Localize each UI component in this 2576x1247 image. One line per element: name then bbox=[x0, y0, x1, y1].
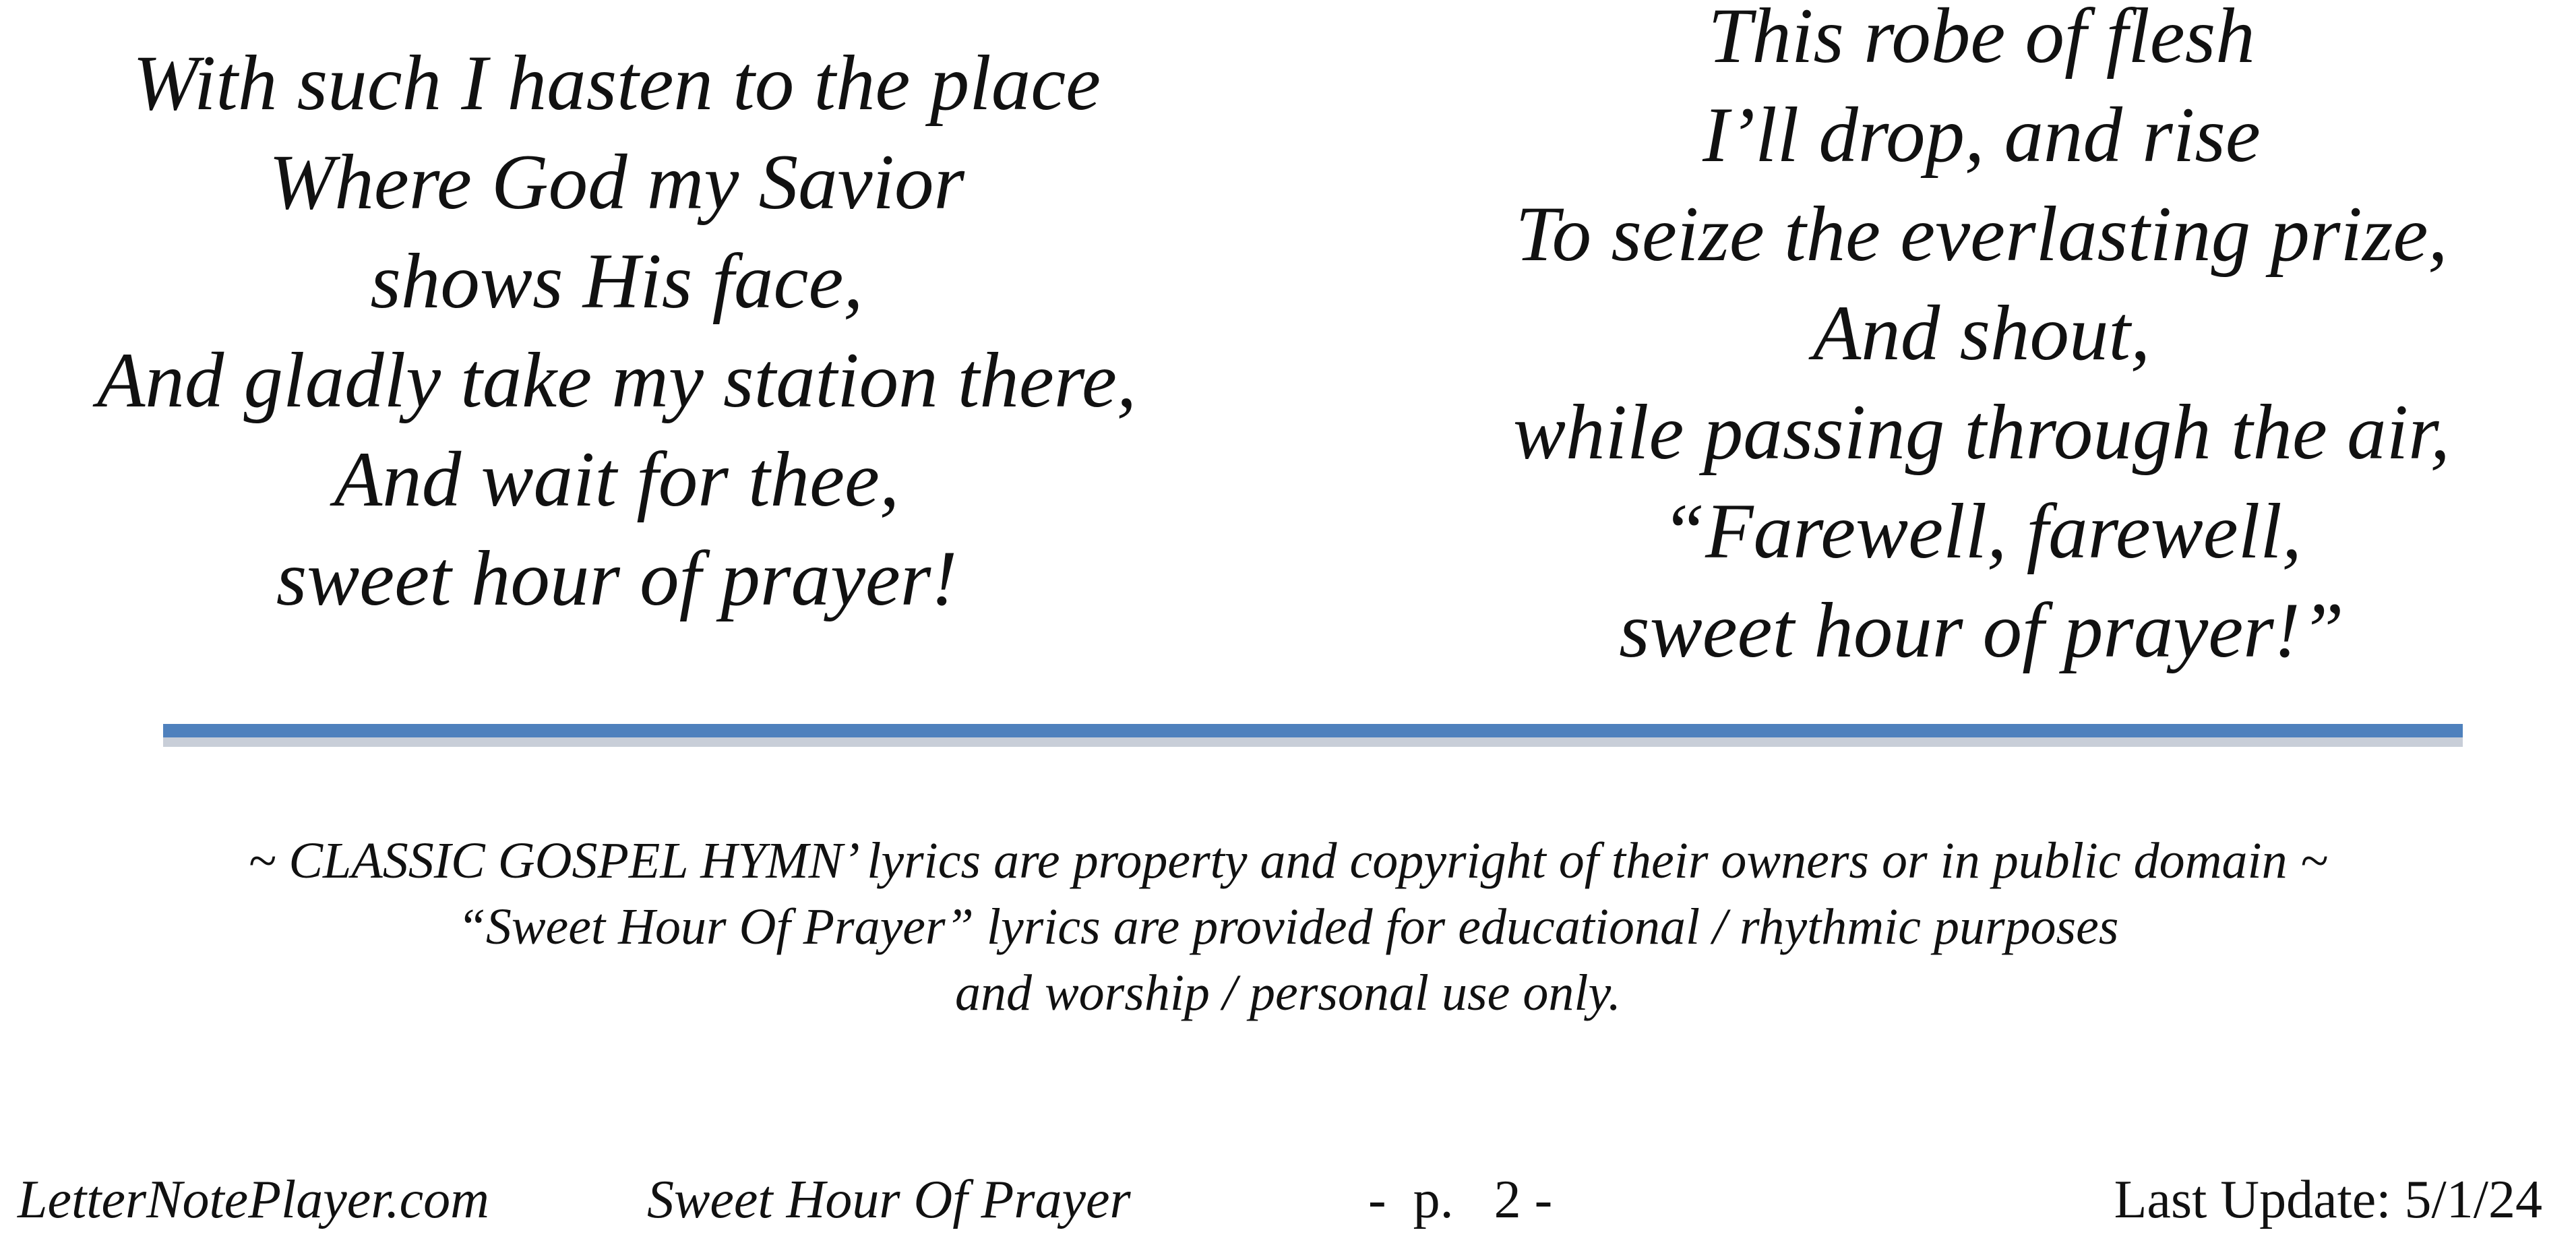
copyright-notice bbox=[0, 828, 2576, 1026]
notice-line: ~ CLASSIC GOSPEL HYMN’ lyrics are property and copyright of their owners or in public domain ~ bbox=[248, 832, 2328, 889]
section-divider bbox=[163, 724, 2463, 737]
lyric-line: sweet hour of prayer! bbox=[276, 535, 958, 622]
lyric-line: “Farewell, farewell, bbox=[1661, 488, 2302, 575]
notice-line: and worship / personal use only. bbox=[954, 965, 1622, 1021]
lyric-line: shows His face, bbox=[370, 238, 863, 325]
lyric-line: while passing through the air, bbox=[1512, 389, 2450, 476]
lyric-line: And gladly take my station there, bbox=[96, 337, 1137, 424]
lyric-line: sweet hour of prayer!” bbox=[1619, 587, 2344, 674]
section-divider-shadow bbox=[163, 737, 2463, 747]
verse-stanza-right bbox=[1436, 0, 2527, 680]
lyric-line: Where God my Savior bbox=[268, 139, 965, 226]
lyric-line: And shout, bbox=[1812, 290, 2151, 377]
lyric-line: To seize the everlasting prize, bbox=[1515, 191, 2448, 278]
verse-stanza-left bbox=[0, 34, 1233, 628]
footer-site-name: LetterNotePlayer.com bbox=[18, 1170, 489, 1229]
footer-page-number: - p. 2 - bbox=[1368, 1170, 1553, 1229]
footer-song-title: Sweet Hour Of Prayer bbox=[647, 1170, 1131, 1229]
lyric-line: And wait for thee, bbox=[334, 436, 900, 523]
notice-line: “Sweet Hour Of Prayer” lyrics are provided for educational / rhythmic purposes bbox=[457, 899, 2119, 955]
lyric-line: With such I hasten to the place bbox=[132, 40, 1101, 127]
lyric-line: I’ll drop, and rise bbox=[1703, 92, 2261, 179]
lyric-line: This robe of flesh bbox=[1708, 0, 2255, 80]
footer-last-update: Last Update: 5/1/24 bbox=[2114, 1170, 2542, 1229]
